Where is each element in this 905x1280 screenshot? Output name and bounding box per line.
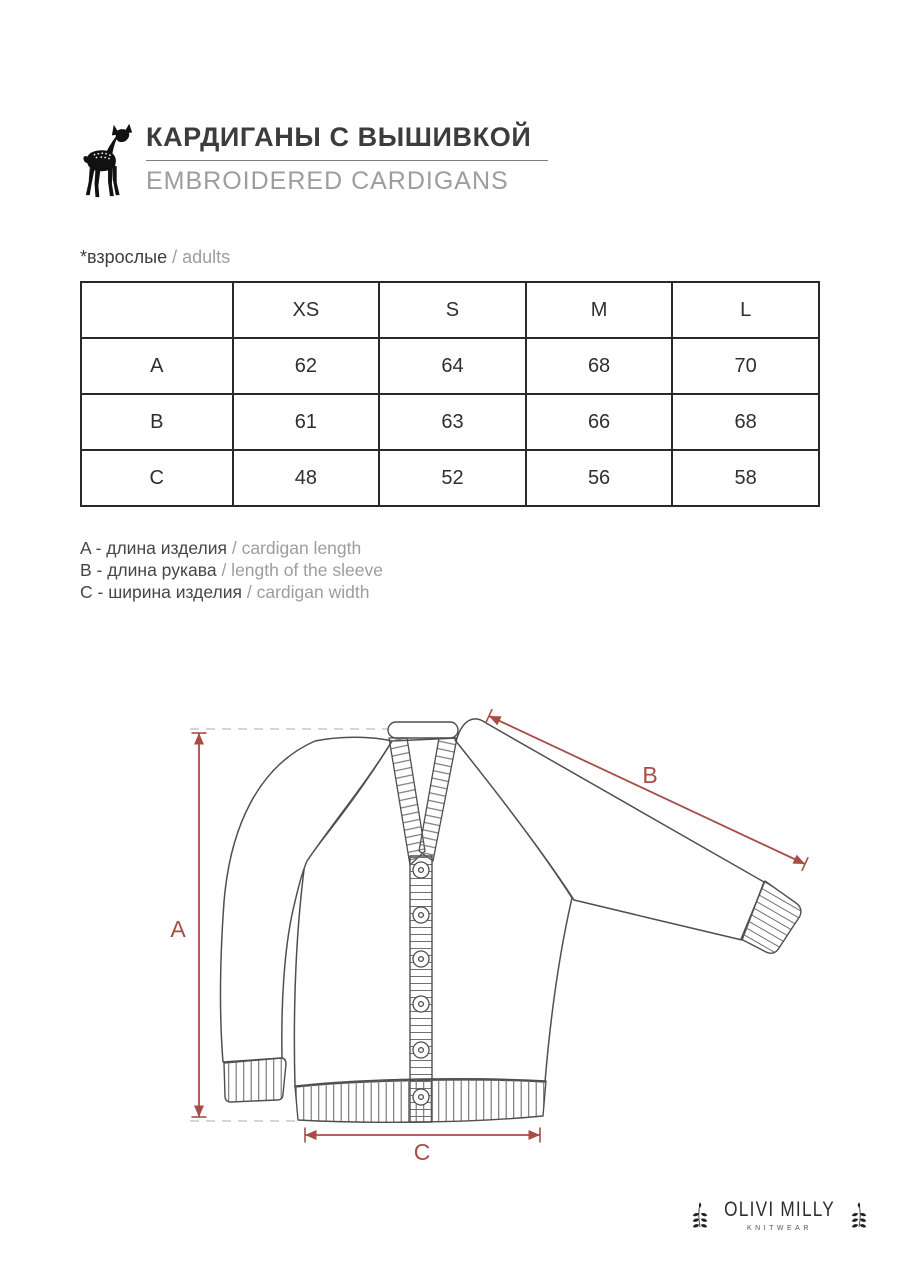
- brand-logo: [692, 1198, 867, 1232]
- size-table: [80, 281, 820, 507]
- dimension-label-c: C: [413, 1139, 431, 1165]
- measure-cell: 64: [379, 338, 526, 394]
- cardigan-diagram: [148, 698, 850, 1170]
- measure-cell: 70: [672, 338, 819, 394]
- cardigan-outline: [220, 719, 800, 1122]
- legend-item-ru: C - ширина изделия: [80, 582, 243, 602]
- measure-cell: 61: [233, 394, 380, 450]
- brand-subtitle: KNITWEAR: [746, 1225, 812, 1232]
- measure-cell: 48: [233, 450, 380, 506]
- measure-cell: 68: [672, 394, 819, 450]
- legend-item-ru: B - длина рукава: [80, 560, 217, 580]
- page-header: [80, 118, 820, 200]
- legend-item-en: / cardigan width: [246, 582, 370, 602]
- measure-cell: 63: [379, 394, 526, 450]
- legend-item-en: / length of the sleeve: [221, 560, 383, 580]
- table-row: [81, 450, 819, 506]
- brand-name: OLIVI MILLY: [723, 1198, 835, 1221]
- header-cell-s: S: [379, 282, 526, 338]
- measure-cell: 66: [526, 394, 673, 450]
- audience-note-ru: *взрослые: [80, 247, 168, 267]
- legend-item: [80, 581, 820, 603]
- row-label: C: [81, 450, 233, 506]
- laurel-right-icon: [851, 1198, 867, 1232]
- measure-cell: 68: [526, 338, 673, 394]
- audience-note-en: / adults: [172, 247, 231, 267]
- dimension-label-a: A: [170, 916, 186, 942]
- header-cell-xs: XS: [233, 282, 380, 338]
- header-cell-m: M: [526, 282, 673, 338]
- laurel-left-icon: [692, 1198, 708, 1232]
- table-row: [81, 338, 819, 394]
- title-divider: [146, 160, 548, 161]
- audience-note: [80, 247, 820, 268]
- legend-item-ru: A - длина изделия: [80, 538, 227, 558]
- deer-logo-icon: [80, 118, 138, 200]
- measure-cell: 52: [379, 450, 526, 506]
- measure-cell: 62: [233, 338, 380, 394]
- dimension-label-b: B: [642, 762, 658, 788]
- measure-cell: 58: [672, 450, 819, 506]
- page-title: КАРДИГАНЫ С ВЫШИВКОЙ: [146, 122, 532, 152]
- header-cell-empty: [81, 282, 233, 338]
- legend-item-en: / cardigan length: [231, 538, 362, 558]
- header-cell-l: L: [672, 282, 819, 338]
- table-row: [81, 394, 819, 450]
- row-label: B: [81, 394, 233, 450]
- row-label: A: [81, 338, 233, 394]
- legend-item: [80, 559, 820, 581]
- table-header-row: [81, 282, 819, 338]
- measure-cell: 56: [526, 450, 673, 506]
- legend-item: [80, 537, 820, 559]
- legend: [80, 537, 820, 603]
- page-subtitle: EMBROIDERED CARDIGANS: [146, 167, 509, 195]
